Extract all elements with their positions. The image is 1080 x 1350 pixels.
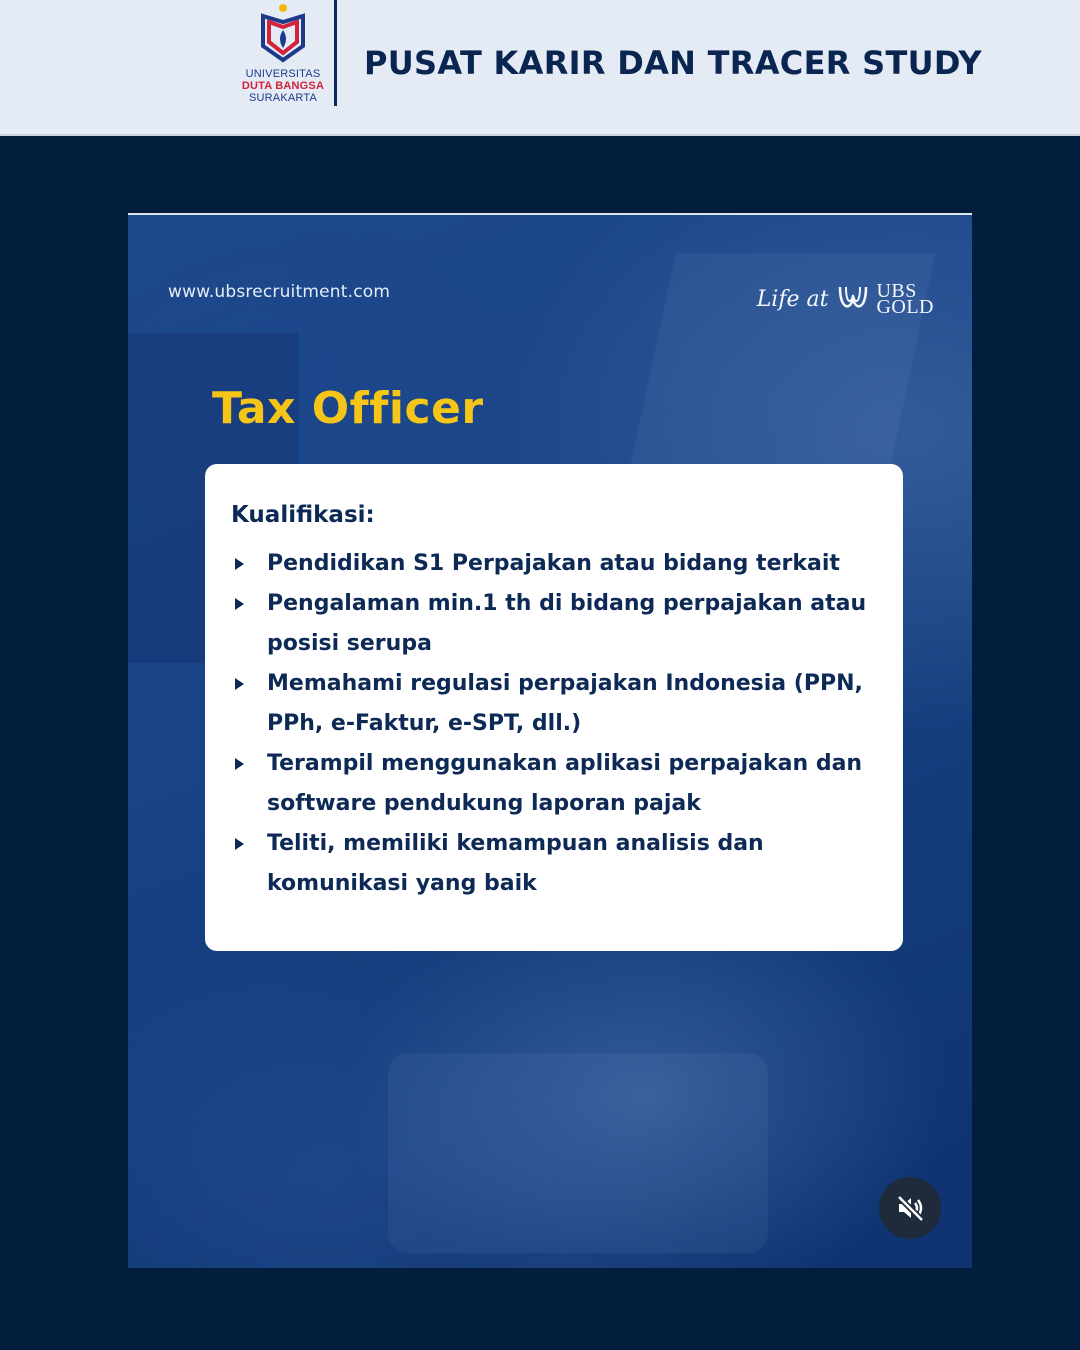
muted-speaker-icon bbox=[894, 1192, 926, 1224]
bullet-triangle-icon bbox=[235, 758, 244, 770]
list-item bbox=[231, 544, 871, 584]
job-title: Tax Officer bbox=[212, 383, 484, 434]
bullet-triangle-icon bbox=[235, 678, 244, 690]
company-brand bbox=[757, 279, 934, 319]
page-title: PUSAT KARIR DAN TRACER STUDY bbox=[364, 44, 982, 82]
list-item bbox=[231, 584, 871, 664]
list-item-text: Pengalaman min.1 th di bidang perpajakan atau posisi serupa bbox=[267, 591, 867, 656]
ubs-gold-mark-icon bbox=[836, 283, 870, 315]
background-shape bbox=[388, 1053, 768, 1253]
recruitment-url: www.ubsrecruitment.com bbox=[168, 282, 391, 302]
list-item bbox=[231, 744, 871, 824]
brand-script-text: Life at bbox=[756, 286, 829, 312]
brand-name-bottom: GOLD bbox=[876, 296, 934, 318]
mute-toggle-button[interactable] bbox=[879, 1177, 941, 1239]
logo-text-surakarta: SURAKARTA bbox=[248, 92, 318, 104]
list-item-text: Teliti, memiliki kemampuan analisis dan komunikasi yang baik bbox=[267, 831, 764, 896]
job-post-card[interactable] bbox=[128, 213, 972, 1268]
list-item-text: Pendidikan S1 Perpajakan atau bidang terkait bbox=[267, 551, 840, 576]
bullet-triangle-icon bbox=[235, 598, 244, 610]
list-item bbox=[231, 664, 871, 744]
list-item-text: Terampil menggunakan aplikasi perpajakan dan software pendukung laporan pajak bbox=[267, 751, 863, 816]
card-top-border bbox=[128, 213, 972, 215]
brand-name-top: UBS bbox=[876, 280, 917, 302]
qualifications-list bbox=[231, 544, 871, 904]
qualifications-heading: Kualifikasi: bbox=[231, 502, 375, 528]
logo-text-universitas: UNIVERSITAS bbox=[245, 68, 321, 80]
qualifications-panel bbox=[205, 464, 903, 951]
header bbox=[0, 0, 1080, 136]
list-item-text: Memahami regulasi perpajakan Indonesia (PPN, PPh, e-Faktur, e-SPT, dll.) bbox=[267, 671, 863, 736]
brand-name bbox=[876, 280, 934, 318]
university-emblem-icon bbox=[255, 2, 311, 66]
header-divider bbox=[334, 0, 337, 106]
bullet-triangle-icon bbox=[235, 558, 244, 570]
bullet-triangle-icon bbox=[235, 838, 244, 850]
list-item bbox=[231, 824, 871, 904]
logo-text-duta-bangsa: DUTA BANGSA bbox=[241, 80, 325, 92]
university-logo bbox=[236, 2, 330, 112]
